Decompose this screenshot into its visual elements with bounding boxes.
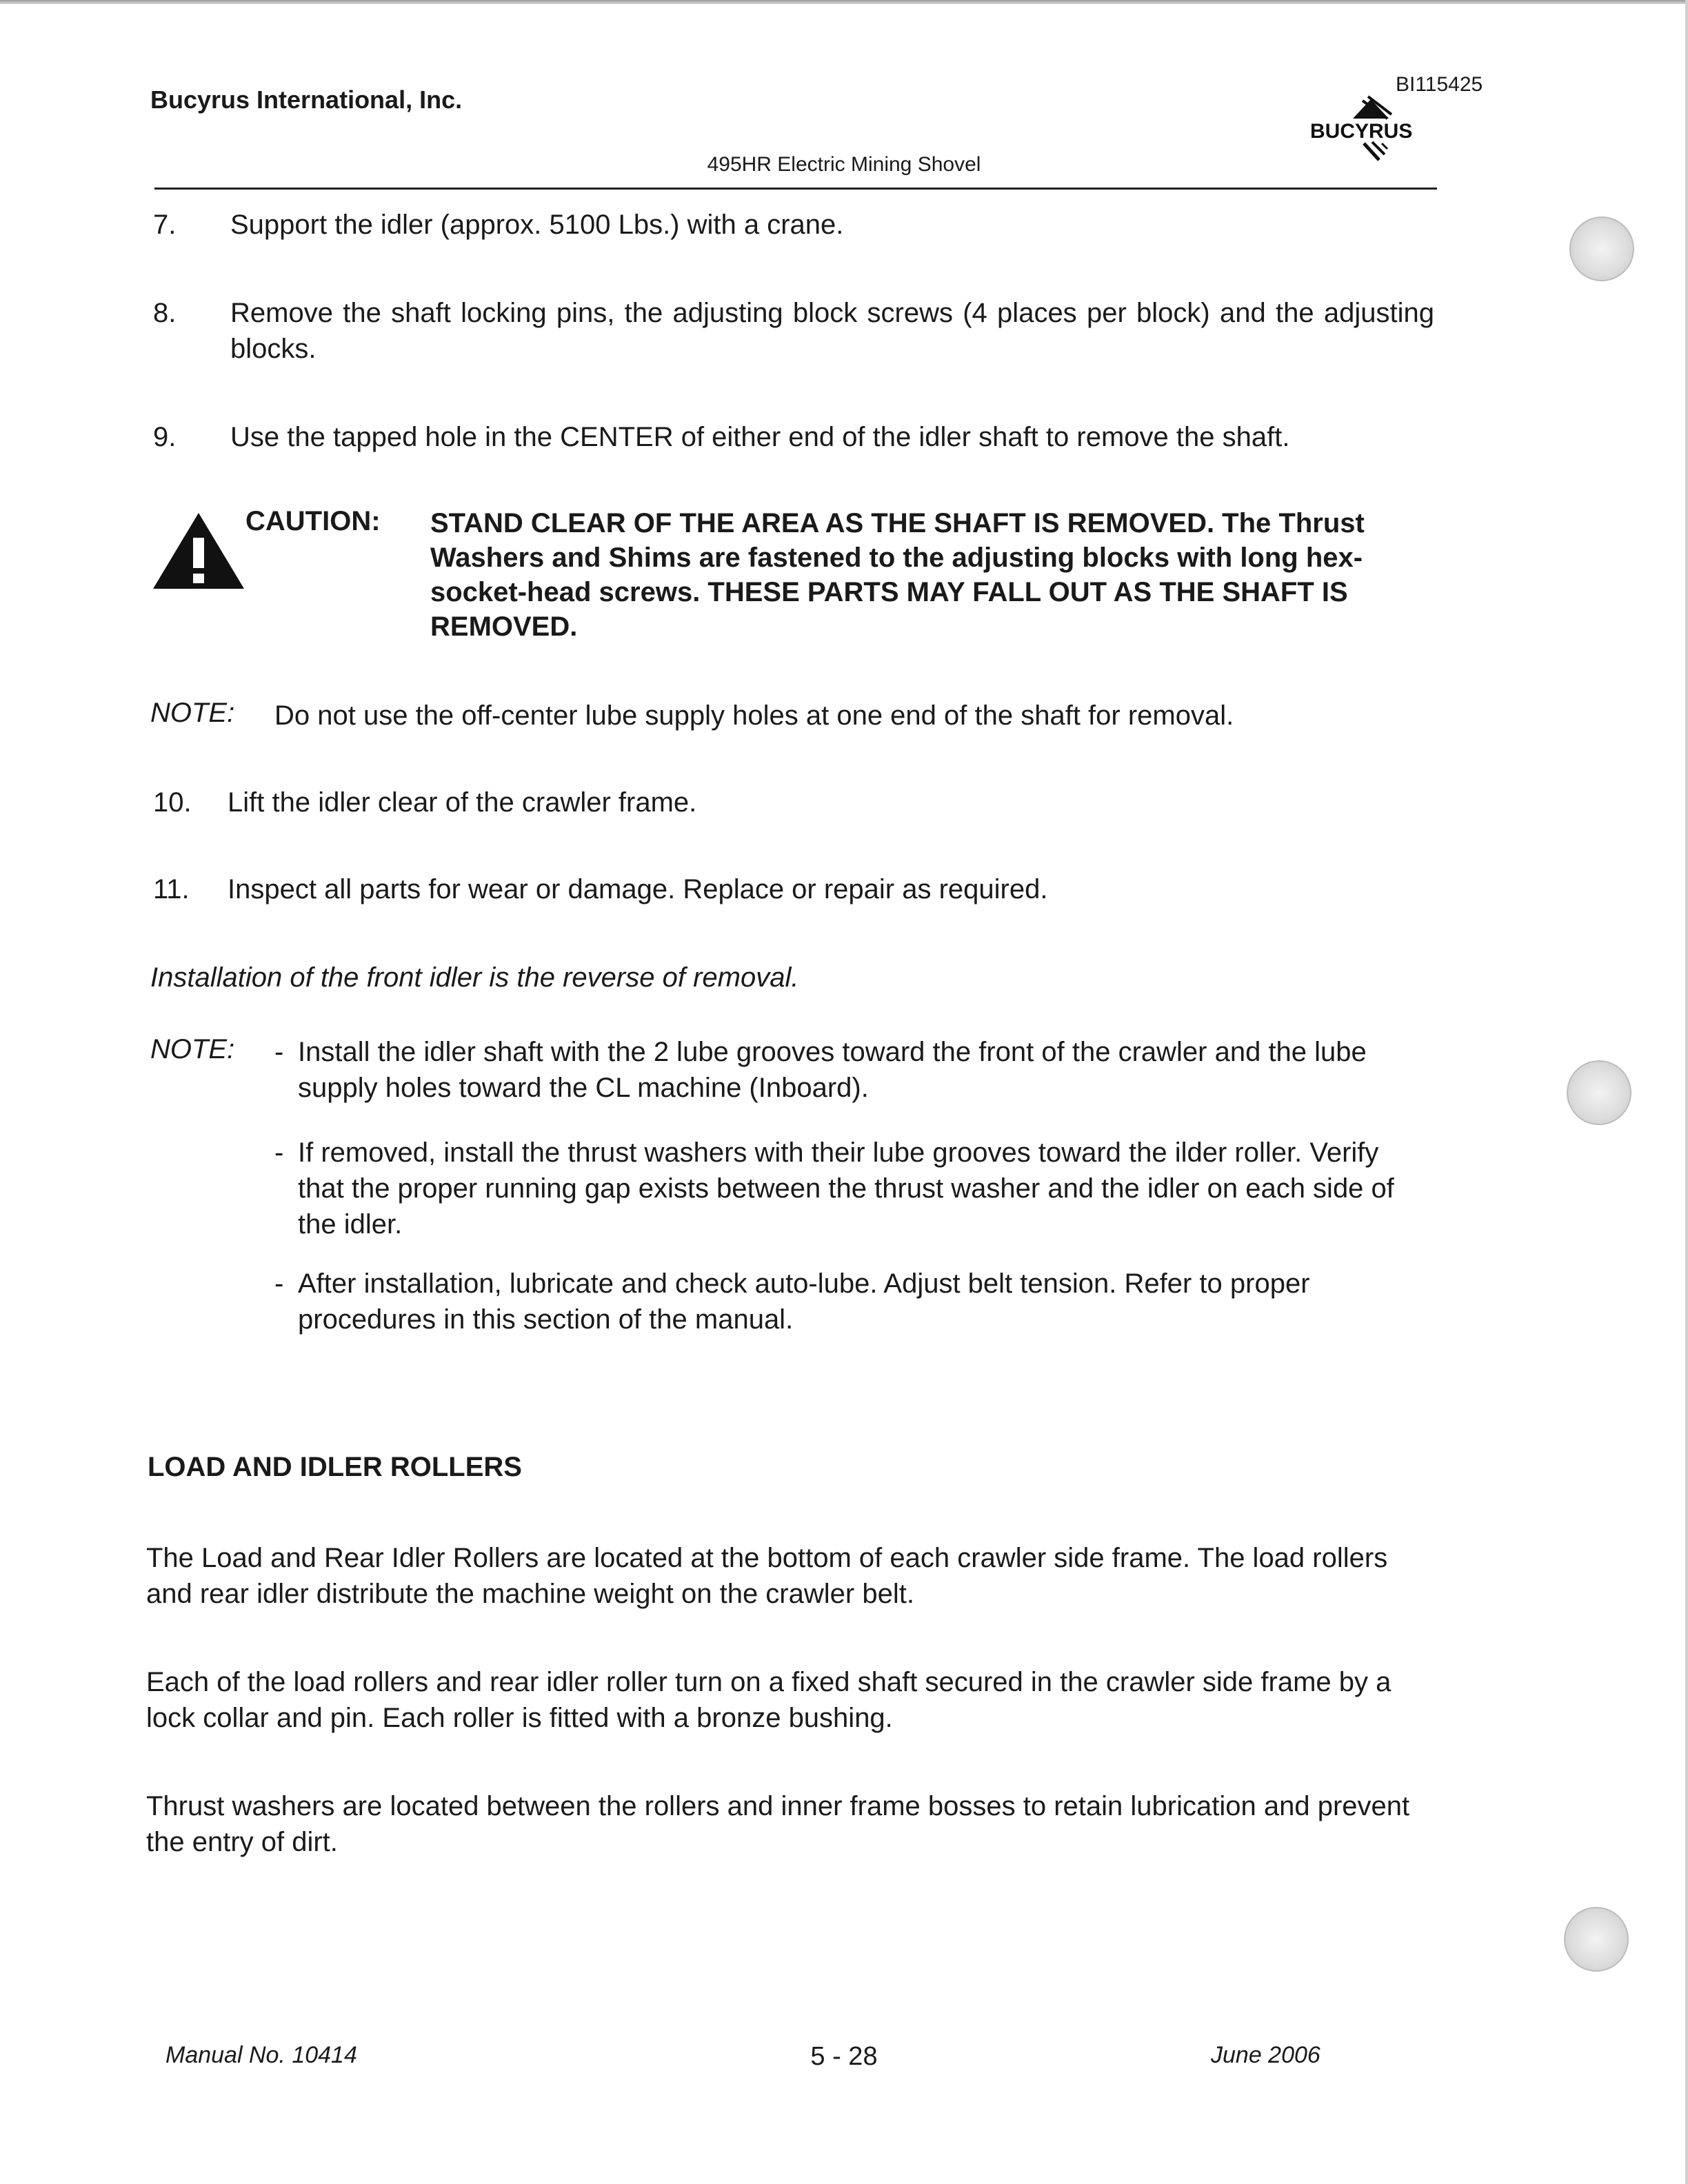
- note-item: After installation, lubricate and check auto-lube. Adjust belt tension. Refer to proper procedures in this section of the manual.: [298, 1268, 1310, 1335]
- bullet-dash: -: [274, 1138, 284, 1168]
- header-rule: [154, 188, 1437, 190]
- scan-edge-right: [1685, 0, 1688, 2184]
- page-number: 5 - 28: [810, 2042, 878, 2071]
- note-item: Install the idler shaft with the 2 lube grooves toward the front of the crawler and the lube supply holes toward the CL machine (Inboard).: [298, 1037, 1367, 1103]
- section-paragraph: Each of the load rollers and rear idler roller turn on a fixed shaft secured in the crawler side frame by a lock collar and pin. Each roller is fitted with a bronze bushing.: [146, 1667, 1391, 1733]
- step-text: Use the tapped hole in the CENTER of either end of the idler shaft to remove the shaft.: [230, 422, 1290, 452]
- step-text: Inspect all parts for wear or damage. Replace or repair as required.: [228, 874, 1048, 904]
- note-label: NOTE:: [150, 1034, 235, 1064]
- step-number: 10.: [153, 787, 192, 818]
- step-number: 7.: [153, 210, 177, 240]
- note-text: Do not use the off-center lube supply holes at one end of the shaft for removal.: [274, 700, 1234, 731]
- section-paragraph: The Load and Rear Idler Rollers are located at the bottom of each crawler side frame. The load rollers and rear idler distribute the machine weight on the crawler belt.: [146, 1543, 1388, 1609]
- bullet-dash: -: [274, 1268, 284, 1299]
- step-text: Lift the idler clear of the crawler frame.: [228, 787, 697, 818]
- binder-hole: [1564, 1907, 1629, 1972]
- step-text: Remove the shaft locking pins, the adjusting block screws (4 places per block) and the adjusting blocks.: [230, 298, 1434, 364]
- section-paragraph: Thrust washers are located between the rollers and inner frame bosses to retain lubrication and prevent the entry of dirt.: [146, 1791, 1410, 1857]
- caution-label: CAUTION:: [245, 506, 381, 536]
- warning-triangle-icon: [150, 510, 247, 592]
- manual-number: Manual No. 10414: [165, 2042, 357, 2068]
- note-label: NOTE:: [150, 698, 235, 728]
- installation-note: Installation of the front idler is the reverse of removal.: [150, 962, 799, 993]
- section-heading: LOAD AND IDLER ROLLERS: [148, 1452, 522, 1482]
- document-title: 495HR Electric Mining Shovel: [707, 153, 981, 176]
- step-number: 8.: [153, 298, 177, 328]
- note-item: If removed, install the thrust washers with their lube grooves toward the ilder roller. Verify that the proper running gap exists between the thrust washer and the idler on each side of the idler.: [298, 1138, 1394, 1240]
- scan-edge-top: [0, 0, 1688, 4]
- binder-hole: [1569, 216, 1634, 281]
- bullet-dash: -: [274, 1037, 284, 1067]
- document-date: June 2006: [1211, 2042, 1320, 2068]
- step-number: 9.: [153, 422, 177, 452]
- binder-hole: [1567, 1060, 1631, 1125]
- logo-wordmark: BUCYRUS: [1310, 120, 1413, 143]
- caution-text: STAND CLEAR OF THE AREA AS THE SHAFT IS REMOVED. The Thrust Washers and Shims are fastened to the adjusting blocks with long hex-socket-head screws. THESE PARTS MAY FALL OUT AS THE SHAFT IS REMOVED.: [430, 508, 1365, 642]
- document-id: BI115425: [1396, 73, 1483, 96]
- step-number: 11.: [153, 874, 190, 904]
- step-text: Support the idler (approx. 5100 Lbs.) with a crane.: [230, 210, 844, 240]
- company-name: Bucyrus International, Inc.: [150, 85, 463, 114]
